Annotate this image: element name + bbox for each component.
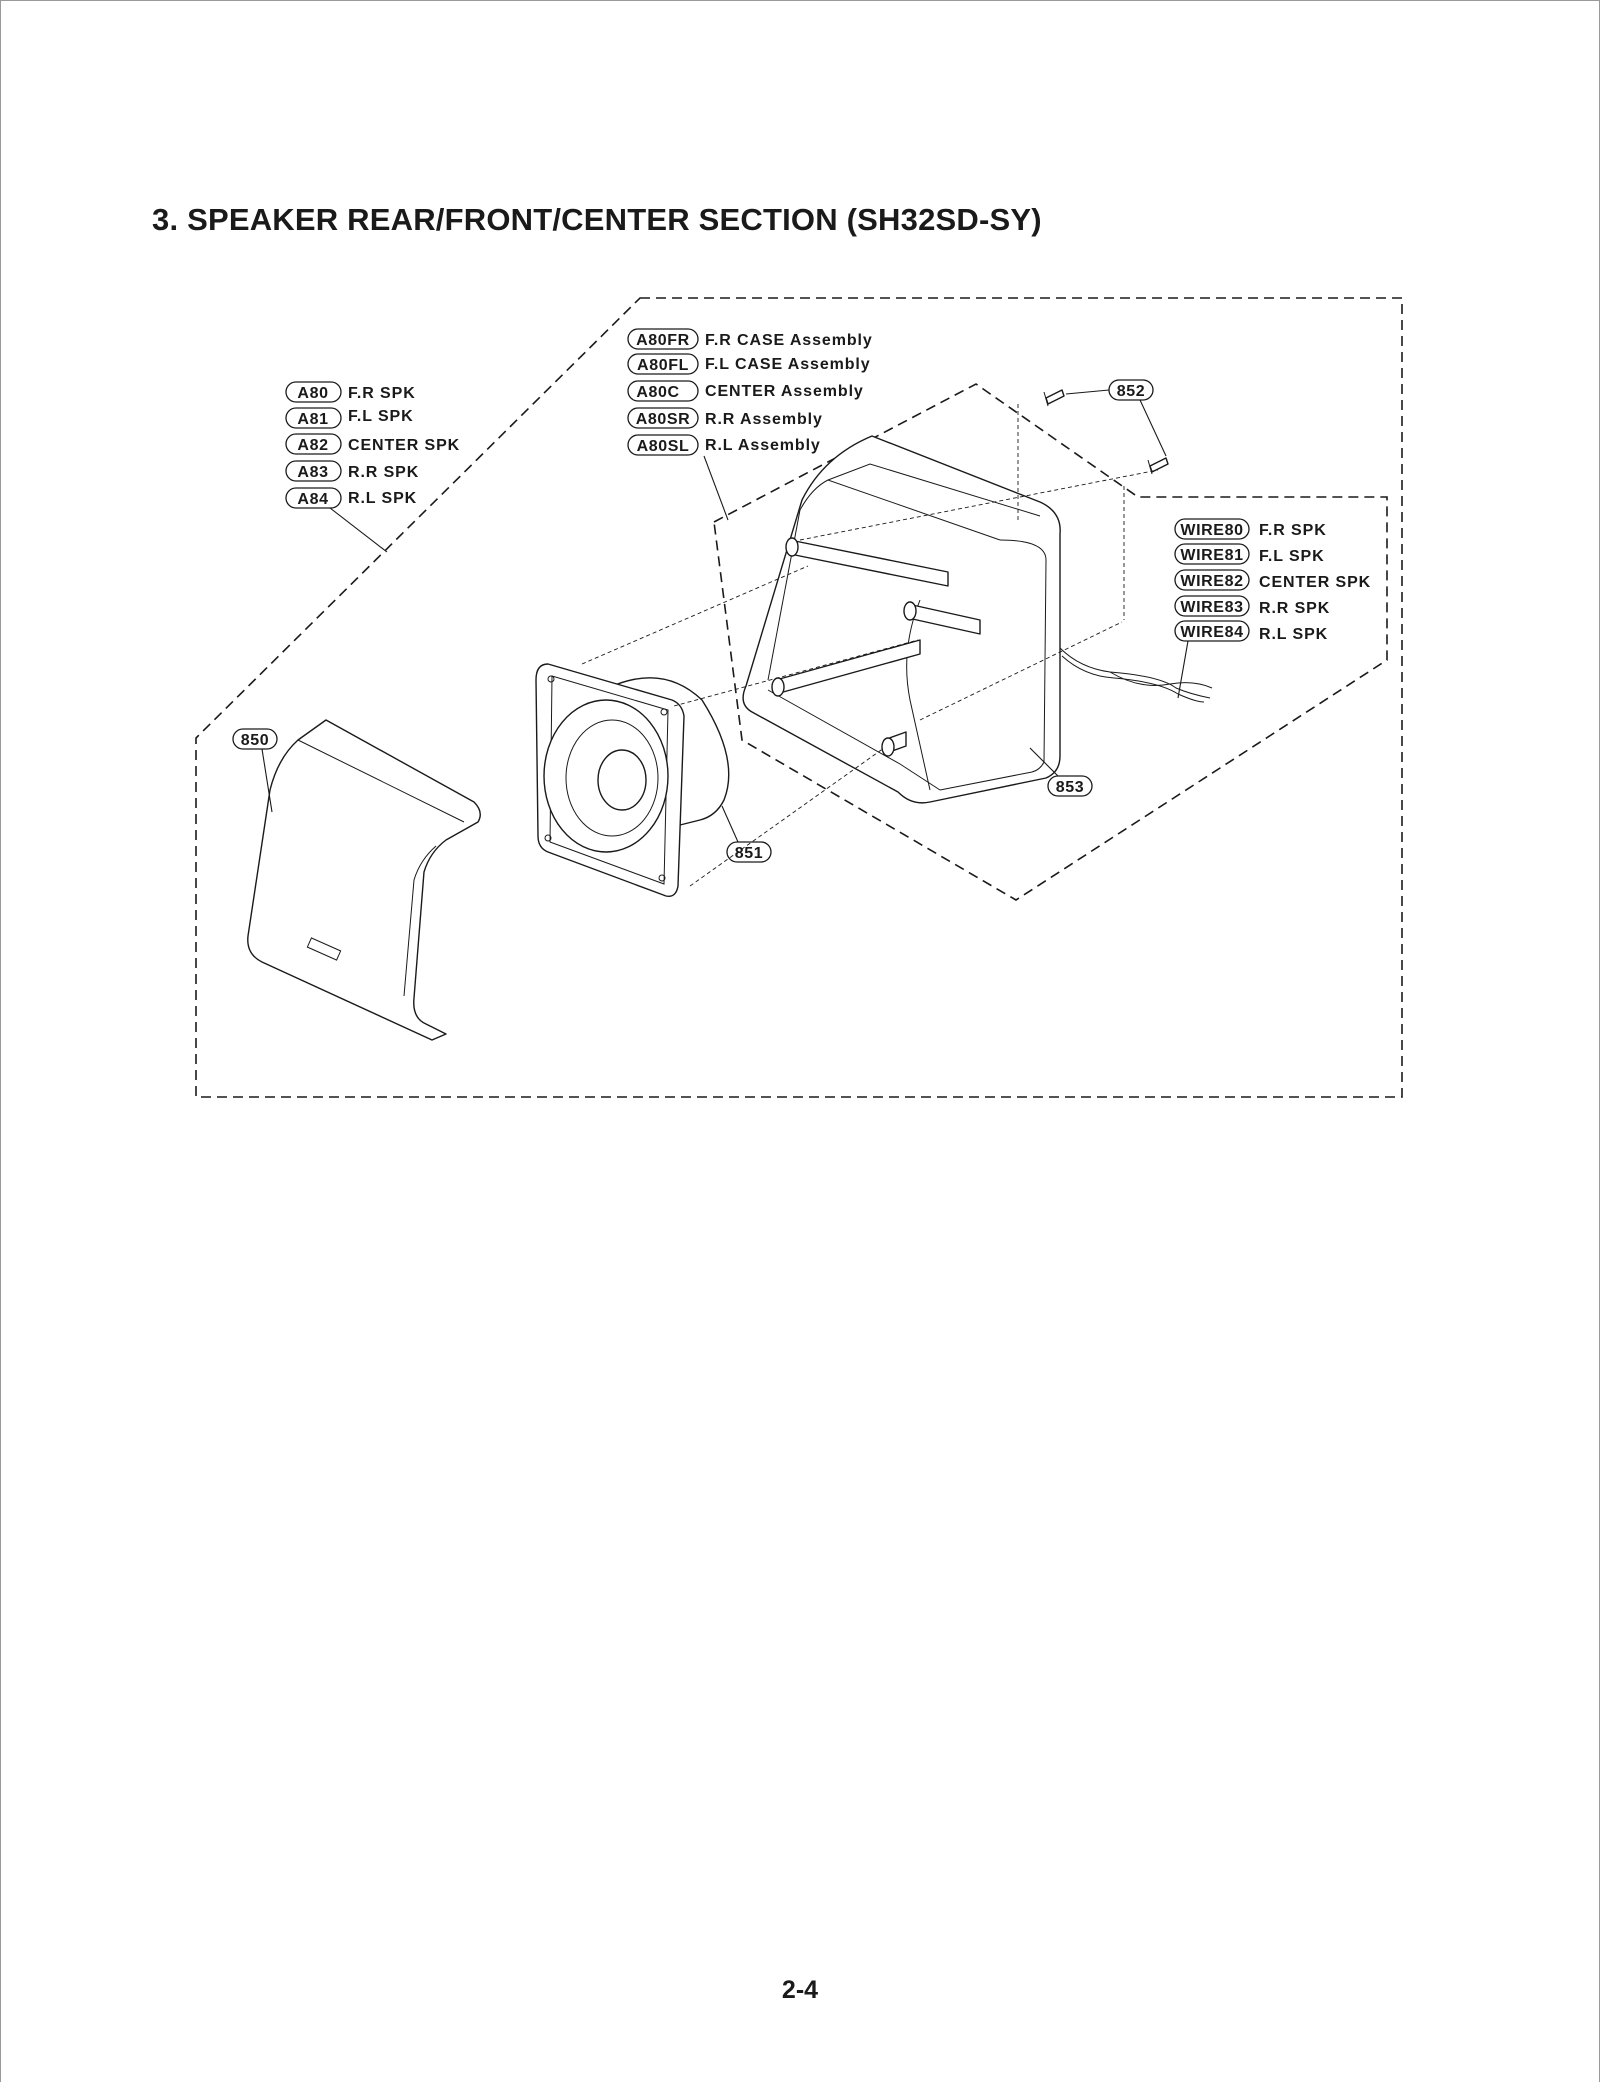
label-wire82 [1175, 570, 1371, 591]
part-description: CENTER SPK [1259, 574, 1372, 591]
wire-labels [1175, 519, 1371, 698]
part-description: F.L SPK [348, 408, 414, 425]
label-a84 [286, 488, 417, 508]
label-wire80 [1175, 519, 1327, 539]
callout-853: 853 [1055, 779, 1085, 796]
wire-strand-2 [1062, 656, 1204, 702]
part-description: R.L SPK [348, 490, 418, 507]
callout-851: 851 [734, 845, 764, 862]
label-a80fr [628, 329, 873, 349]
boss-mid-end [904, 602, 916, 620]
wire-strand-1 [1060, 648, 1210, 698]
grille-part-850 [233, 720, 480, 1040]
part-code: A80FL [637, 357, 689, 374]
part-code: WIRE82 [1180, 573, 1244, 590]
part-description: F.R CASE Assembly [705, 332, 873, 349]
case-assembly-leader [704, 456, 728, 520]
screw-lower [1150, 458, 1168, 472]
label-wire81 [1175, 544, 1325, 565]
page-number: 2-4 [781, 1976, 819, 2004]
part-code: A82 [297, 437, 329, 454]
boss-bottom-end [882, 738, 894, 756]
enclosure-part-853 [743, 436, 1092, 803]
driver-dust-cap [598, 750, 646, 810]
label-a83 [286, 461, 419, 481]
screw-leader-upper [1066, 390, 1109, 394]
grille-leader [262, 749, 272, 812]
part-code: A81 [297, 411, 329, 428]
label-a80sr [628, 408, 823, 428]
part-description: F.R SPK [348, 385, 416, 402]
part-description: R.R SPK [348, 464, 420, 481]
part-code: WIRE83 [1180, 599, 1244, 616]
part-description: F.L CASE Assembly [705, 356, 871, 373]
speaker-unit-leader [330, 508, 387, 552]
screw-leader-lower [1140, 400, 1166, 456]
boss-low-left-end [772, 678, 784, 696]
part-code: WIRE84 [1180, 624, 1244, 641]
grille-shape [248, 720, 480, 1040]
label-a80 [286, 382, 416, 402]
label-a81 [286, 408, 414, 428]
part-description: R.L Assembly [705, 437, 821, 454]
driver-leader [722, 806, 738, 842]
part-code: A84 [297, 491, 329, 508]
screw-part-852 [1044, 380, 1168, 474]
callout-852: 852 [1116, 383, 1146, 400]
part-code: A83 [297, 464, 329, 481]
part-description: F.R SPK [1259, 522, 1327, 539]
boss-top-end [786, 538, 798, 556]
label-a80fl [628, 354, 871, 374]
part-code: WIRE80 [1180, 522, 1244, 539]
part-code: A80 [297, 385, 329, 402]
wire-strand-3 [1110, 672, 1212, 688]
label-wire83 [1175, 596, 1330, 617]
label-wire84 [1175, 621, 1328, 643]
part-code: WIRE81 [1180, 547, 1244, 564]
part-description: R.R SPK [1259, 600, 1331, 617]
part-code: A80C [636, 384, 680, 401]
part-description: F.L SPK [1259, 548, 1325, 565]
part-description: CENTER SPK [348, 437, 461, 454]
part-description: R.L SPK [1259, 626, 1329, 643]
page-title: 3. SPEAKER REAR/FRONT/CENTER SECTION (SH32SD-SY) [152, 202, 1042, 237]
driver-part-851 [536, 664, 771, 896]
wire-bundle [1060, 648, 1212, 702]
part-description: R.R Assembly [705, 411, 823, 428]
label-a80sl [628, 435, 821, 455]
label-a80c [628, 381, 864, 401]
part-code: A80FR [636, 332, 690, 349]
callout-850: 850 [240, 732, 270, 749]
part-code: A80SR [635, 411, 691, 428]
label-a82 [286, 434, 460, 454]
screw-upper [1046, 390, 1064, 404]
part-code: A80SL [636, 438, 690, 455]
speaker-unit-labels [286, 382, 460, 552]
part-description: CENTER Assembly [705, 383, 864, 400]
